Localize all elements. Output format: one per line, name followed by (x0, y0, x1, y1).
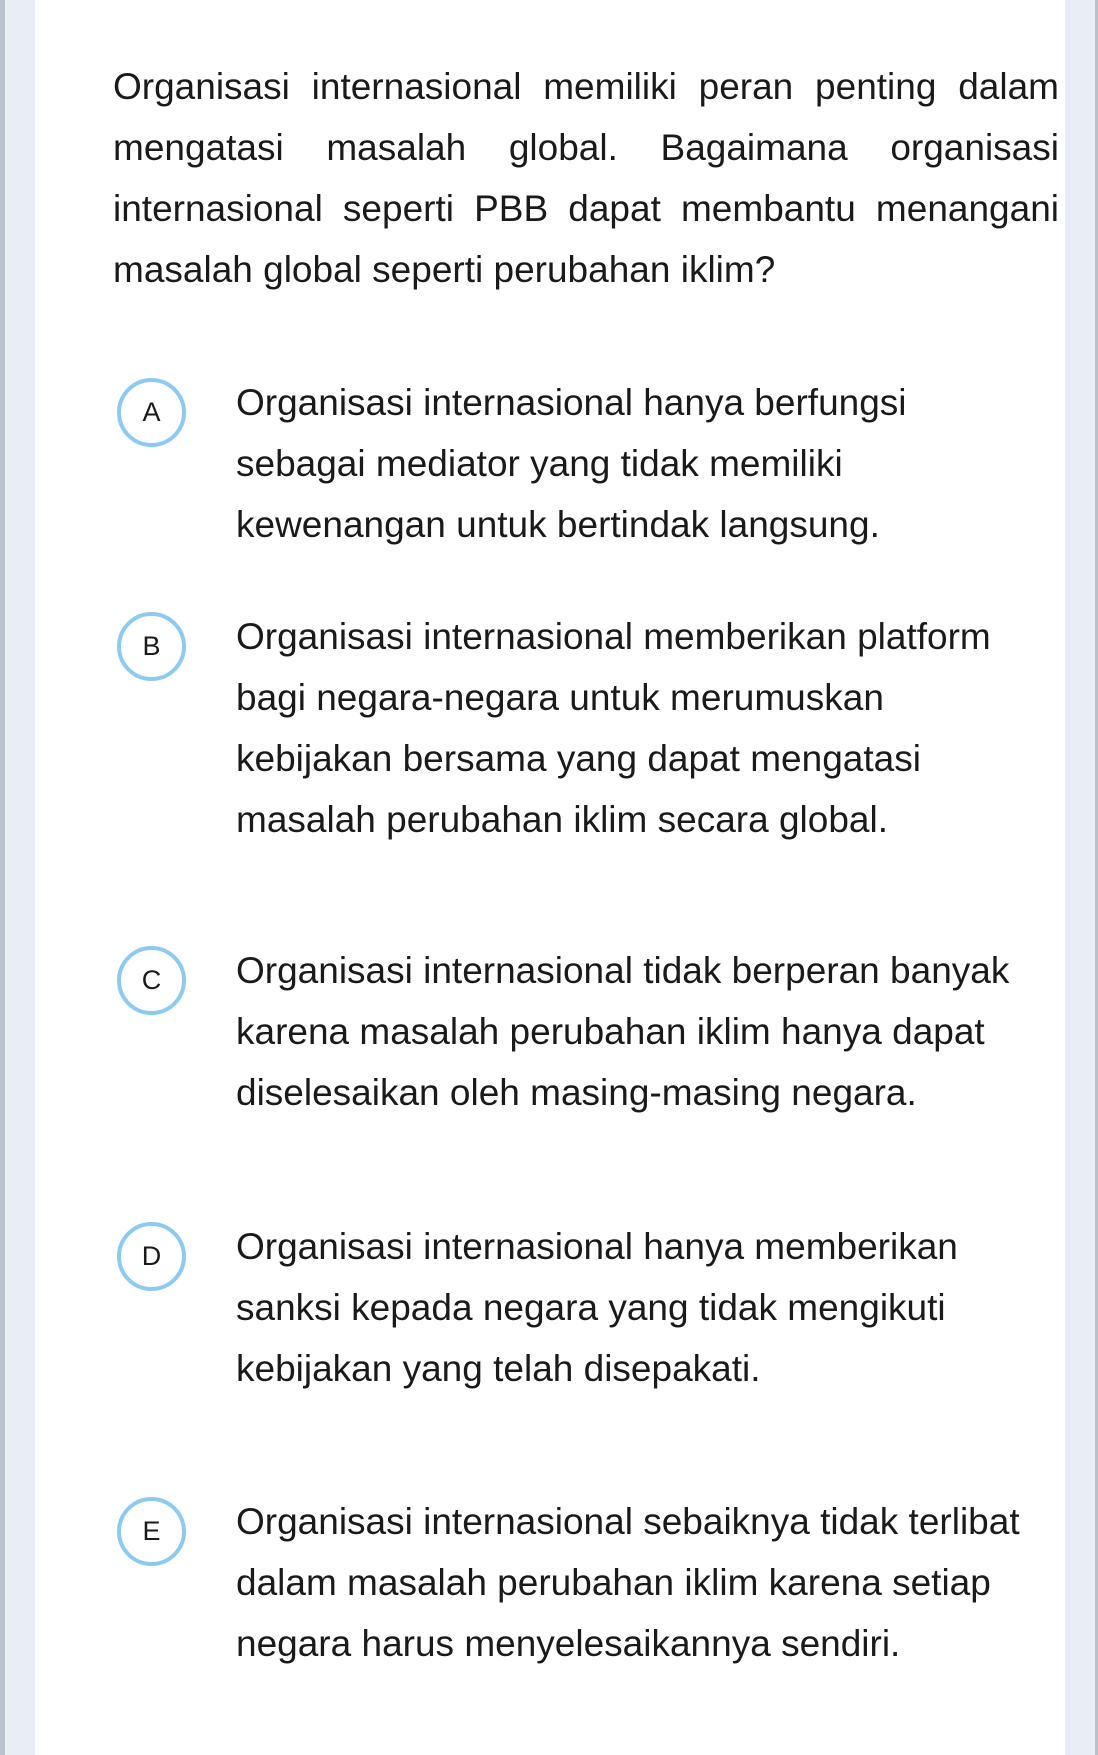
question-text: Organisasi internasional memiliki peran penting dalam mengatasi masalah global. Bagaimana organisasi internasional seperti PBB dapat membantu menangani masalah global seperti perubahan iklim? (113, 66, 1059, 290)
option-a-circle[interactable] (117, 378, 186, 447)
option-d-circle[interactable] (117, 1222, 186, 1291)
option-c-circle[interactable] (117, 946, 186, 1015)
option-a-text: Organisasi internasional hanya berfungsi sebagai mediator yang tidak memiliki kewenangan untuk bertindak langsung. (236, 382, 907, 545)
option-d-text: Organisasi internasional hanya memberikan sanksi kepada negara yang tidak mengikuti kebijakan yang telah disepakati. (236, 1226, 958, 1389)
option-c-text: Organisasi internasional tidak berperan banyak karena masalah perubahan iklim hanya dapat diselesaikan oleh masing-masing negara. (236, 950, 1010, 1113)
option-c-letter: C (141, 965, 162, 995)
option-b-letter: B (142, 631, 161, 661)
left-edge-divider (0, 0, 5, 1755)
option-e-text: Organisasi internasional sebaiknya tidak terlibat dalam masalah perubahan iklim karena setiap negara harus menyelesaikannya sendiri. (236, 1501, 1020, 1664)
option-e-letter: E (142, 1516, 161, 1546)
question-card (35, 0, 1065, 1755)
option-e-circle[interactable] (117, 1497, 186, 1566)
option-a-letter: A (142, 397, 161, 427)
option-b-circle[interactable] (117, 612, 186, 681)
option-d-letter: D (141, 1241, 162, 1271)
option-b-text: Organisasi internasional memberikan platform bagi negara-negara untuk merumuskan kebijakan bersama yang dapat mengatasi masalah perubahan iklim secara global. (236, 616, 991, 840)
